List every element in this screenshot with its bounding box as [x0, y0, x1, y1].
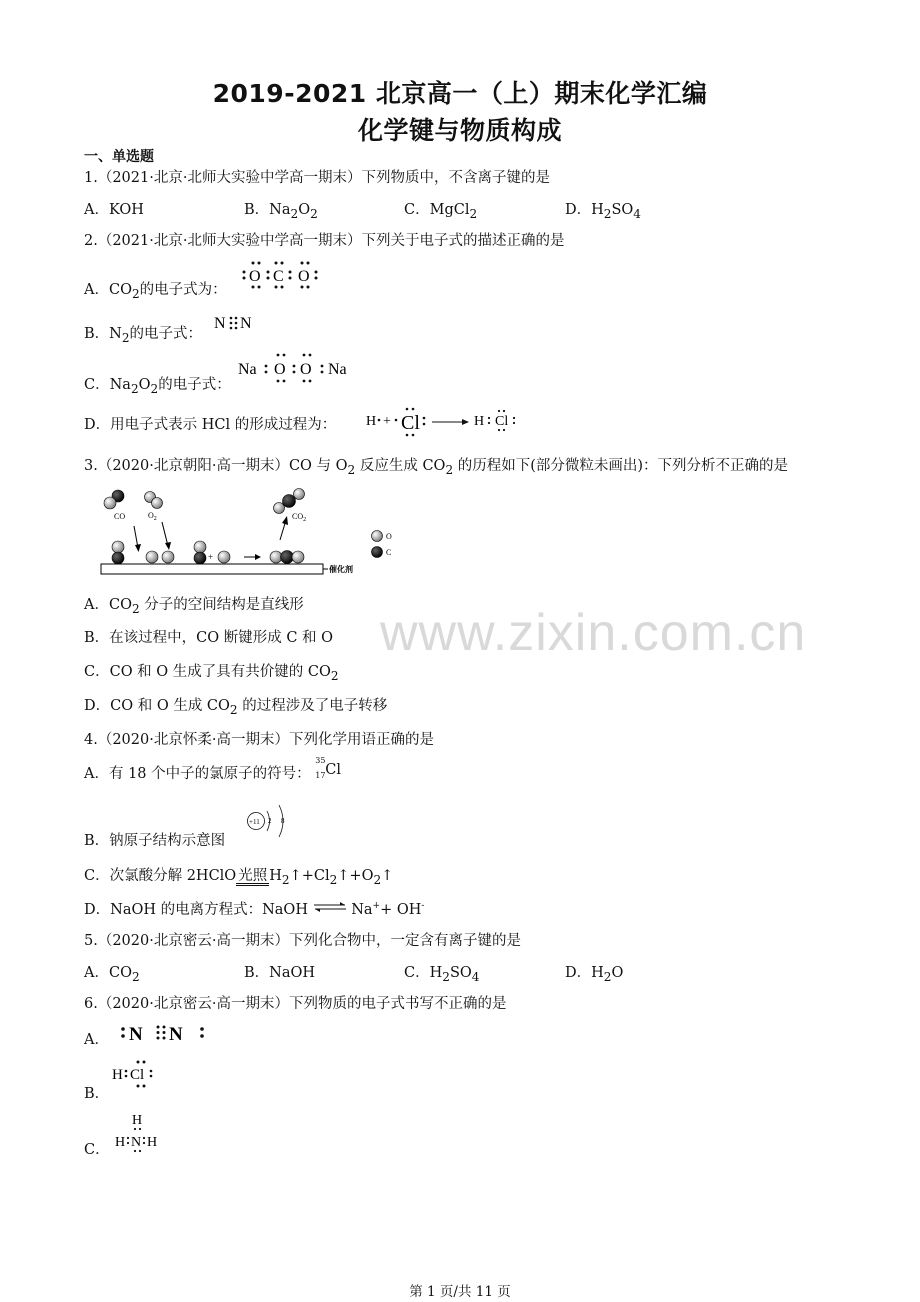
question-5-stem: 5.（2020·北京密云·高一期末）下列化合物中，一定含有离子键的是 — [84, 933, 521, 949]
q6-option-b: B． — [84, 1086, 110, 1102]
q3-option-a: A．$CO_2$ 分子的空间结构是直线形 — [84, 597, 304, 616]
q3-option-d: D．CO 和 O 生成 $CO_2$ 的过程涉及了电子转移 — [84, 698, 388, 717]
hcl-electron-formula — [110, 1058, 162, 1090]
chlorine-nuclide-symbol: 35 17 Cl — [315, 756, 341, 780]
title-line-2: 化学键与物质构成 — [357, 116, 562, 145]
svg-text:O: O — [249, 268, 261, 285]
svg-text:+: + — [383, 414, 391, 429]
q4-option-b: B．钠原子结构示意图 — [84, 833, 226, 849]
svg-text:N: N — [131, 1135, 142, 1150]
legend-c-label: C — [386, 548, 392, 557]
svg-text:O: O — [298, 268, 310, 285]
question-6-stem: 6.（2020·北京密云·高一期末）下列物质的电子式书写不正确的是 — [84, 996, 507, 1012]
na2o2-electron-formula — [236, 350, 356, 386]
svg-text:N: N — [169, 1024, 183, 1045]
q1-option-d: D．$H_2SO_4$ — [565, 202, 641, 221]
svg-text:N: N — [129, 1024, 143, 1045]
q1-option-c: C．MgCl$_2$ — [404, 202, 478, 221]
svg-text:O: O — [300, 361, 312, 378]
q5-option-b: B．NaOH — [244, 965, 316, 981]
q1-option-b: B．$Na_2O_2$ — [244, 202, 318, 221]
q2-option-c: C．$Na_2O_2$的电子式： — [84, 377, 231, 396]
svg-text:O: O — [274, 361, 286, 378]
light-condition: 光照 — [238, 868, 268, 884]
svg-text:Cl: Cl — [130, 1067, 145, 1083]
nucleus-charge: +11 — [249, 818, 260, 826]
q2-option-d: D．用电子式表示 HCl 的形成过程为： — [84, 417, 337, 433]
question-2-stem: 2.（2021·北京·北师大实验中学高一期末）下列关于电子式的描述正确的是 — [84, 233, 565, 249]
reversible-arrow — [313, 901, 347, 913]
q4-option-a: A．有 18 个中子的氯原子的符号： 35 17 Cl — [84, 762, 353, 783]
section-heading: 一、单选题 — [84, 149, 154, 165]
q5-option-c: C．$H_2SO_4$ — [404, 965, 480, 984]
q5-option-a: A．$CO_2$ — [84, 965, 140, 984]
svg-text:H: H — [112, 1067, 123, 1083]
page-footer: 第 1 页/共 11 页 — [409, 1284, 511, 1300]
svg-text:H: H — [366, 414, 377, 429]
svg-text:H: H — [474, 414, 485, 429]
watermark: www.zixin.com.cn — [380, 604, 807, 662]
question-3-stem: 3.（2020·北京朝阳·高一期末）CO 与 $O_2$ 反应生成 $CO_2$ 的历程如下(部分微粒未画出)：下列分析不正确的是 — [84, 458, 789, 477]
svg-text:Na: Na — [238, 361, 257, 378]
svg-text:Cl: Cl — [401, 412, 420, 434]
figure-catalyst-label: 催化剂 — [329, 565, 353, 574]
q6-option-a: A． — [84, 1032, 109, 1048]
svg-text:N: N — [214, 315, 226, 332]
svg-text:H: H — [115, 1135, 126, 1150]
q6-option-c: C． — [84, 1142, 110, 1158]
title-line-1: 2019-2021 北京高一（上）期末化学汇编 — [212, 79, 708, 108]
svg-text:Cl: Cl — [495, 414, 509, 429]
nh3-electron-formula — [112, 1110, 162, 1154]
figure-o2-label: $O_2$ — [148, 511, 157, 522]
q4-option-d: D．NaOH 的电离方程式：NaOH Na++ OH- — [84, 901, 425, 918]
q2-option-a: A．$CO_2$的电子式为： — [84, 282, 227, 301]
q2-option-b: B．$N_2$的电子式： — [84, 326, 203, 345]
q5-option-d: D．$H_2O$ — [565, 965, 624, 984]
sodium-atom-structure-diagram — [243, 797, 295, 843]
hcl-formation-process — [366, 403, 552, 439]
question-4-stem: 4.（2020·北京怀柔·高一期末）下列化学用语正确的是 — [84, 732, 434, 748]
co2-electron-formula — [236, 258, 326, 292]
question-1-stem: 1.（2021·北京·北师大实验中学高一期末）下列物质中，不含离子键的是 — [84, 170, 550, 186]
n2-electron-formula — [212, 310, 260, 334]
svg-text:Na: Na — [328, 361, 347, 378]
figure-co2-label: $CO_2$ — [292, 512, 307, 523]
q3-option-b: B．在该过程中，CO 断键形成 C 和 O — [84, 630, 334, 646]
figure-co-label: CO — [114, 512, 126, 521]
figure-plus-sign: + — [208, 552, 214, 562]
svg-text:N: N — [240, 315, 252, 332]
shell-1-count: 2 — [268, 817, 272, 825]
svg-text:H: H — [132, 1113, 143, 1128]
shell-2-count: 8 — [281, 817, 285, 825]
legend-o-label: O — [386, 532, 392, 541]
n2-electron-formula-bold — [118, 1020, 208, 1046]
q3-option-c: C．CO 和 O 生成了具有共价键的 $CO_2$ — [84, 664, 339, 683]
svg-text:H: H — [147, 1135, 158, 1150]
svg-text:C: C — [273, 268, 284, 285]
reaction-mechanism-figure — [96, 488, 406, 580]
q1-option-a: A．KOH — [84, 202, 144, 218]
q4-option-c: C．次氯酸分解 2HClO 光照 $H_2↑+Cl_2↑+O_2↑$ — [84, 868, 394, 887]
